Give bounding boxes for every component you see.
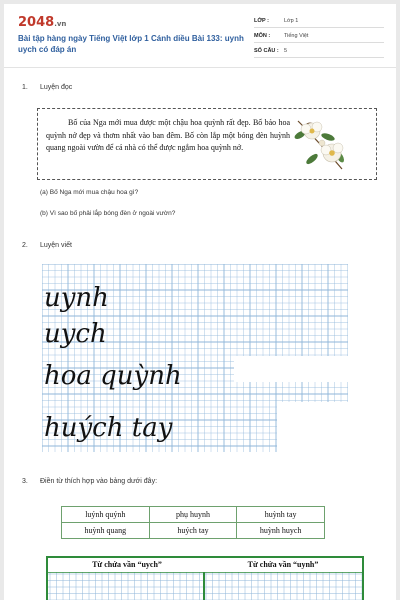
section-number: 1. xyxy=(22,84,28,91)
logo-suffix: .vn xyxy=(54,20,67,28)
word-cell: huých tay xyxy=(149,523,237,539)
grid-gap xyxy=(277,402,348,452)
word-cell: huỳnh tay xyxy=(237,507,325,523)
meta-row-class xyxy=(254,14,384,28)
table-row xyxy=(62,507,325,523)
worksheet-page xyxy=(4,4,396,600)
section-title: Điền từ thích hợp vào bảng dưới đây: xyxy=(40,478,158,485)
section-3-heading xyxy=(22,478,157,485)
flower-illustration-icon xyxy=(290,113,354,175)
site-logo[interactable] xyxy=(18,15,66,30)
section-2-heading xyxy=(22,242,72,249)
word-cell: phụ huynh xyxy=(149,507,237,523)
question-a: (a) Bố Nga mới mua chậu hoa gì? xyxy=(40,189,139,196)
page-title: Bài tập hàng ngày Tiếng Việt lớp 1 Cánh diều Bài 133: uynh uych có đáp án xyxy=(18,34,244,54)
meta-info xyxy=(254,14,384,59)
word-bank-table xyxy=(61,506,325,539)
handwriting-sample-word: uych xyxy=(44,319,107,349)
answer-table xyxy=(46,556,364,600)
meta-key: SỐ CÂU : xyxy=(254,47,279,54)
grid-gap xyxy=(234,356,348,382)
answer-writing-grid xyxy=(48,572,362,600)
answer-header-uych: Từ chứa vần “uych” xyxy=(92,560,162,569)
word-cell: huỳnh quang xyxy=(62,523,150,539)
worksheet-header xyxy=(4,4,396,68)
reading-passage-box xyxy=(37,108,377,180)
question-b: (b) Vì sao bố phải lắp bóng đèn ở ngoài vườn? xyxy=(40,210,176,217)
meta-key: MÔN : xyxy=(254,32,271,39)
section-title: Luyện đọc xyxy=(40,84,73,91)
word-cell: luýnh quýnh xyxy=(62,507,150,523)
handwriting-practice-grid xyxy=(42,264,348,452)
reading-passage: Bố của Nga mới mua được một chậu hoa quỳnh rất đẹp. Bố bảo hoa quỳnh nở đẹp và thơm nhất vào ban đêm. Bố còn lắp một bóng đèn huỳnh quang ngoài vườn để cả nhà có thể được ngắm hoa quỳnh nở. xyxy=(46,118,290,152)
meta-value: Tiếng Việt xyxy=(284,32,309,39)
answer-header-uynh: Từ chứa vần “uynh” xyxy=(247,560,319,569)
section-title: Luyện viết xyxy=(40,242,72,249)
logo-text: 2048 xyxy=(18,15,55,30)
meta-row-count xyxy=(254,44,384,58)
section-number: 3. xyxy=(22,478,28,485)
section-number: 2. xyxy=(22,242,28,249)
section-1-heading xyxy=(22,84,72,91)
meta-key: LỚP : xyxy=(254,17,269,24)
handwriting-sample-word: huých tay xyxy=(44,413,173,443)
handwriting-sample-word: hoa quỳnh xyxy=(44,361,182,391)
meta-value: Lớp 1 xyxy=(284,17,299,24)
handwriting-sample-word: uynh xyxy=(44,283,109,313)
table-row xyxy=(62,523,325,539)
word-cell: huỳnh huych xyxy=(237,523,325,539)
meta-row-subject xyxy=(254,29,384,43)
meta-value: 5 xyxy=(284,47,288,54)
